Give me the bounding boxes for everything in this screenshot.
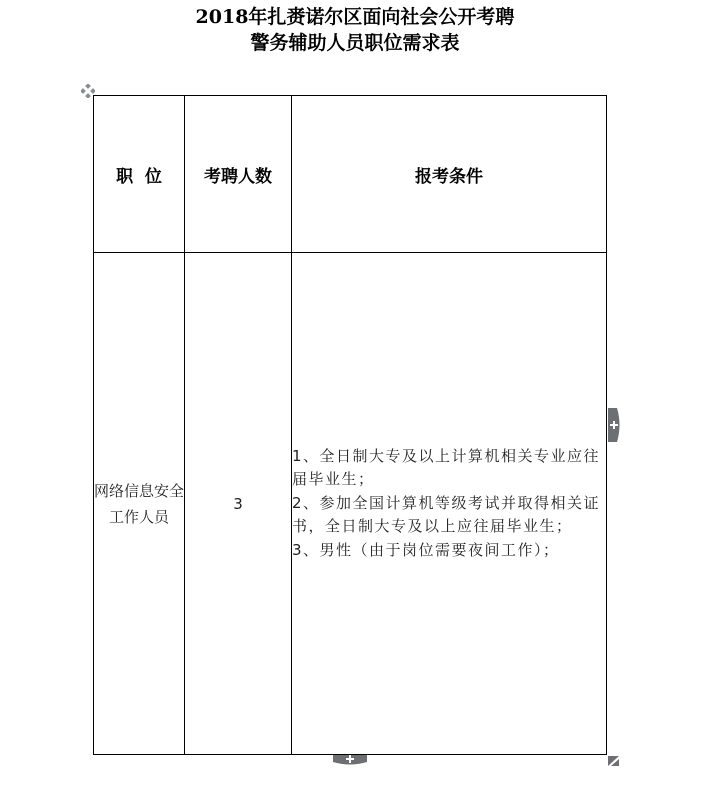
requirement-item: 2、参加全国计算机等级考试并取得相关证书，全日制大专及以上应往届毕业生； — [292, 493, 601, 536]
document-title-line1: 2018年扎赉诺尔区面向社会公开考聘 — [195, 6, 515, 28]
cell-requirements[interactable] — [292, 253, 607, 755]
header-requirements: 报考条件 — [292, 96, 607, 253]
resize-icon[interactable] — [608, 756, 619, 766]
add-column-button[interactable] — [608, 408, 622, 442]
header-position: 职 位 — [94, 96, 185, 253]
cell-count[interactable]: 3 — [185, 253, 292, 755]
table-row — [94, 253, 607, 755]
document-title-line2: 警务辅助人员职位需求表 — [250, 32, 460, 54]
cell-position[interactable]: 网络信息安全工作人员 — [94, 253, 185, 755]
header-count: 考聘人数 — [185, 96, 292, 253]
table-header-row — [94, 96, 607, 253]
job-requirements-table — [93, 95, 607, 755]
requirement-item: 3、男性（由于岗位需要夜间工作）； — [292, 540, 560, 559]
add-row-button[interactable] — [333, 755, 367, 767]
requirement-item: 1、全日制大专及以上计算机相关专业应往届毕业生； — [292, 446, 601, 489]
